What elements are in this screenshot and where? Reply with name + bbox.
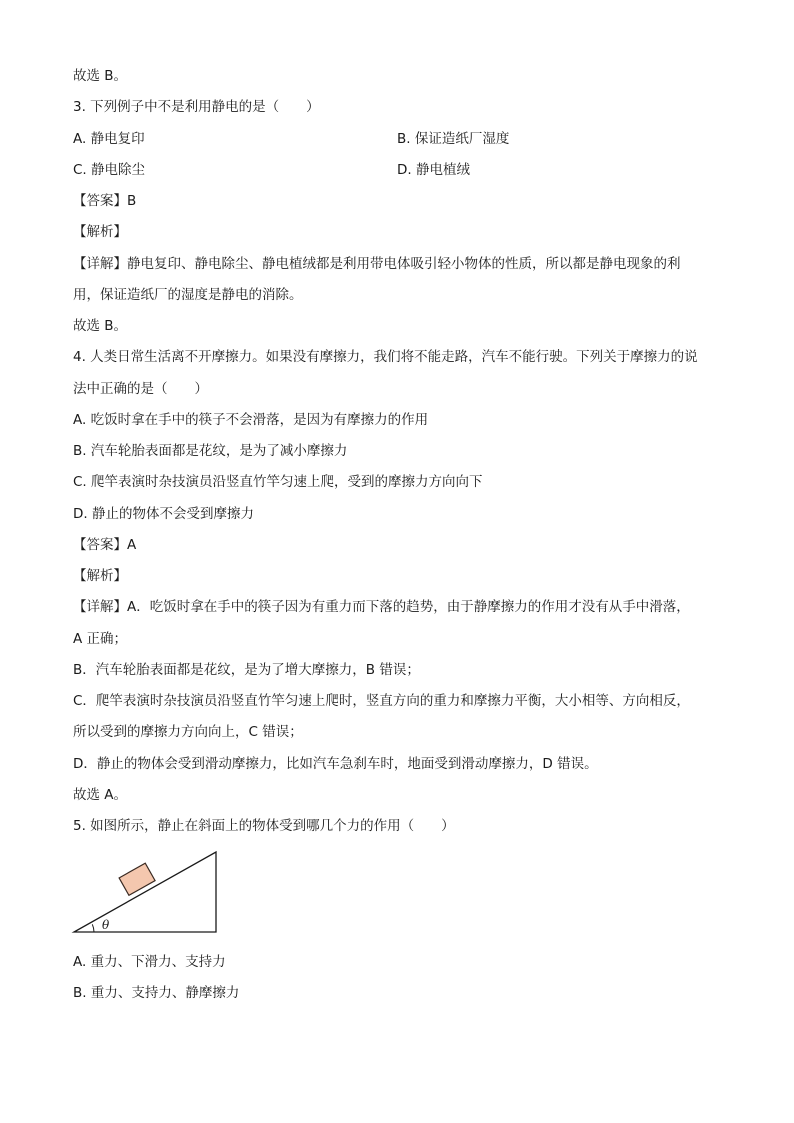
angle-arc — [92, 924, 94, 932]
angle-theta-label: θ — [102, 918, 110, 932]
q3-analysis-heading: 【解析】 — [73, 224, 127, 240]
q4-detail-line-4: C．爬竿表演时杂技演员沿竖直竹竿匀速上爬时，竖直方向的重力和摩擦力平衡，大小相等、方向相反， — [73, 693, 690, 709]
q3-answer: 【答案】B — [73, 193, 137, 209]
q3-stem: 3. 下列例子中不是利用静电的是（ ） — [73, 99, 320, 115]
q4-detail-line-5: 所以受到的摩擦力方向向上，C 错误； — [73, 724, 303, 740]
q4-detail-line-6: D．静止的物体会受到滑动摩擦力，比如汽车急刹车时，地面受到滑动摩擦力，D 错误。 — [73, 756, 598, 772]
block-on-incline — [119, 863, 155, 895]
q3-choose: 故选 B。 — [73, 318, 128, 334]
q5-stem: 5. 如图所示，静止在斜面上的物体受到哪几个力的作用（ ） — [73, 818, 455, 834]
q5-option-a: A. 重力、下滑力、支持力 — [73, 954, 226, 970]
q4-detail-line-3: B．汽车轮胎表面都是花纹，是为了增大摩擦力，B 错误； — [73, 662, 420, 678]
q4-detail-line-2: A 正确； — [73, 631, 128, 647]
q4-stem-line-2: 法中正确的是（ ） — [73, 381, 208, 397]
q4-detail-line-1: 【详解】A．吃饭时拿在手中的筷子因为有重力而下落的趋势，由于静摩擦力的作用才没有从手中滑落， — [73, 599, 690, 615]
q4-option-b: B. 汽车轮胎表面都是花纹，是为了减小摩擦力 — [73, 443, 348, 459]
q4-option-c: C. 爬竿表演时杂技演员沿竖直竹竿匀速上爬，受到的摩擦力方向向下 — [73, 474, 483, 490]
q4-analysis-heading: 【解析】 — [73, 568, 127, 584]
q4-answer: 【答案】A — [73, 537, 137, 553]
q3-option-a: A. 静电复印 — [73, 131, 145, 147]
line-choose-b-prev: 故选 B。 — [73, 68, 128, 84]
q5-option-b: B. 重力、支持力、静摩擦力 — [73, 985, 240, 1001]
q3-option-d: D. 静电植绒 — [397, 162, 470, 178]
q4-stem-line-1: 4. 人类日常生活离不开摩擦力。如果没有摩擦力，我们将不能走路，汽车不能行驶。下列关于摩擦力的说 — [73, 349, 698, 365]
q4-option-a: A. 吃饭时拿在手中的筷子不会滑落，是因为有摩擦力的作用 — [73, 412, 429, 428]
q3-option-b: B. 保证造纸厂湿度 — [397, 131, 510, 147]
q3-option-c: C. 静电除尘 — [73, 162, 146, 178]
incline-figure — [70, 848, 222, 936]
q3-detail-line-2: 用，保证造纸厂的湿度是静电的消除。 — [73, 287, 303, 303]
q4-choose: 故选 A。 — [73, 787, 128, 803]
q3-detail-line-1: 【详解】静电复印、静电除尘、静电植绒都是利用带电体吸引轻小物体的性质，所以都是静电现象的利 — [73, 256, 681, 272]
q4-option-d: D. 静止的物体不会受到摩擦力 — [73, 506, 254, 522]
